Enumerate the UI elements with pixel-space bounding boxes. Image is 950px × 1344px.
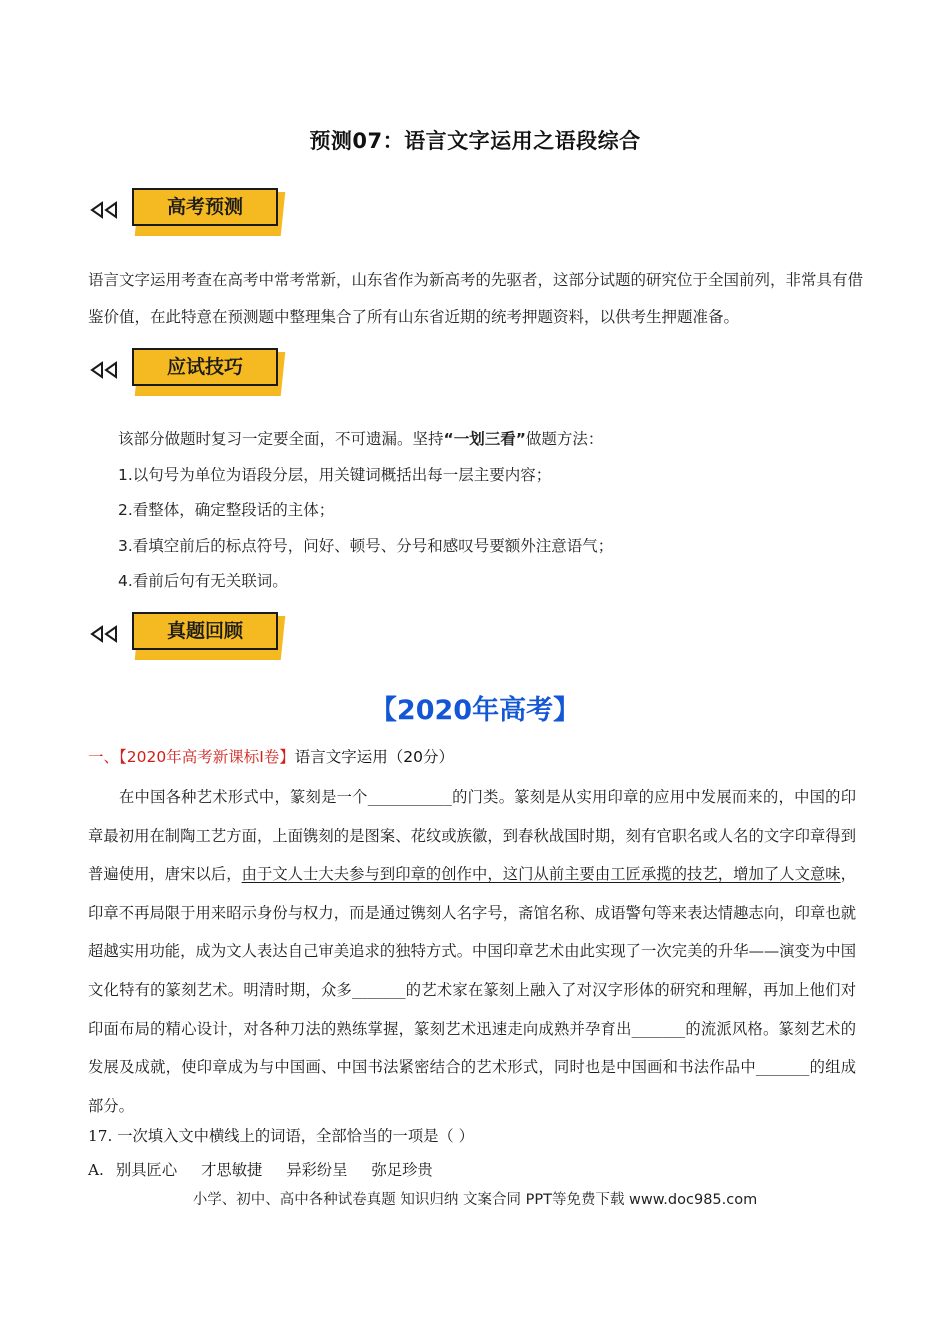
passage-underlined-sentence: 由于文人士大夫参与到印章的创作中，这门从前主要由工匠承揽的技艺，增加了人文意味 xyxy=(241,865,841,884)
option-word: 才思敏捷 xyxy=(201,1161,263,1179)
tips-list xyxy=(118,422,878,600)
tip-item: 4.看前后句有无关联词。 xyxy=(118,572,288,590)
double-arrow-left-icon xyxy=(90,625,130,643)
question-number: 一、 xyxy=(88,748,120,766)
double-arrow-left-icon xyxy=(90,201,130,219)
option-word: 异彩纷呈 xyxy=(286,1161,348,1179)
tips-lead-method: “一划三看” xyxy=(443,430,526,448)
option-word: 弥足珍贵 xyxy=(371,1161,433,1179)
passage-text-part1: 在中国各种艺术形式中，篆刻是一个___________的门类。篆刻是从实用印章的应用中发展而来的，中国的印章最初用在制陶工艺方面，上面镌刻的是图案、花纹或族徽，到春秋战国时期，刻有官职名或人名的文字印章得到普遍使用，唐宋以后， xyxy=(88,788,856,884)
tip-item: 1.以句号为单位为语段分层，用关键词概括出每一层主要内容； xyxy=(118,465,552,484)
reading-passage xyxy=(88,778,856,1125)
year-heading: 【2020年高考】 xyxy=(369,695,581,726)
tip-item: 3.看填空前后的标点符号，问好、顿号、分号和感叹号要额外注意语气； xyxy=(118,536,614,555)
question-header xyxy=(88,742,454,772)
page-footer: 小学、初中、高中各种试卷真题 知识归纳 文案合同 PPT等免费下载 www.doc985.com xyxy=(192,1192,758,1208)
tips-lead-suffix: 做题方法： xyxy=(525,430,604,448)
tip-item: 2.看整体，确定整段话的主体； xyxy=(118,501,335,519)
question-17: 17. 一次填入文中横线上的词语，全部恰当的一项是（ ） xyxy=(88,1127,474,1145)
question-source: 【2020年高考新课标Ⅰ卷】 xyxy=(119,748,295,766)
page-title: 预测07：语言文字运用之语段综合 xyxy=(309,129,641,153)
banner-label: 应试技巧 xyxy=(132,348,278,386)
passage-text-part2: ，印章不再局限于用来昭示身份与权力，而是通过镌刻人名字号，斋馆名称、成语警句等来表达情趣志向，印章也就超越实用功能，成为文人表达自己审美追求的独特方式。中国印章艺术由此实现了一次完美的升华——演变为中国文化特有的篆刻艺术。明清时期，众多_______的艺术家在篆刻上融入了对汉字形体的研究和理解，再加上他们对印面布局的精心设计，对各种刀法的熟练掌握，篆刻艺术迅速走向成熟并孕育出_______的流派风格。篆刻艺术的发展及成就，使印章成为与中国画、中国书法紧密结合的艺术形式，同时也是中国画和书法作品中_______的组成部分。 xyxy=(88,865,856,1115)
banner-label: 高考预测 xyxy=(132,188,278,226)
option-a xyxy=(88,1155,457,1185)
option-label: A. xyxy=(88,1161,104,1179)
intro-paragraph: 语言文字运用考查在高考中常考常新，山东省作为新高考的先驱者，这部分试题的研究位于全国前列，非常具有借鉴价值，在此特意在预测题中整理集合了所有山东省近期的统考押题资料，以供考生押题准备。 xyxy=(88,271,864,326)
tips-lead-text: 该部分做题时复习一定要全面，不可遗漏。坚持 xyxy=(118,430,444,448)
tips-lead xyxy=(118,422,878,458)
double-arrow-left-icon xyxy=(90,361,130,379)
banner-label: 真题回顾 xyxy=(132,612,278,650)
question-title: 语言文字运用（20分） xyxy=(294,748,455,766)
option-word: 别具匠心 xyxy=(115,1161,178,1179)
